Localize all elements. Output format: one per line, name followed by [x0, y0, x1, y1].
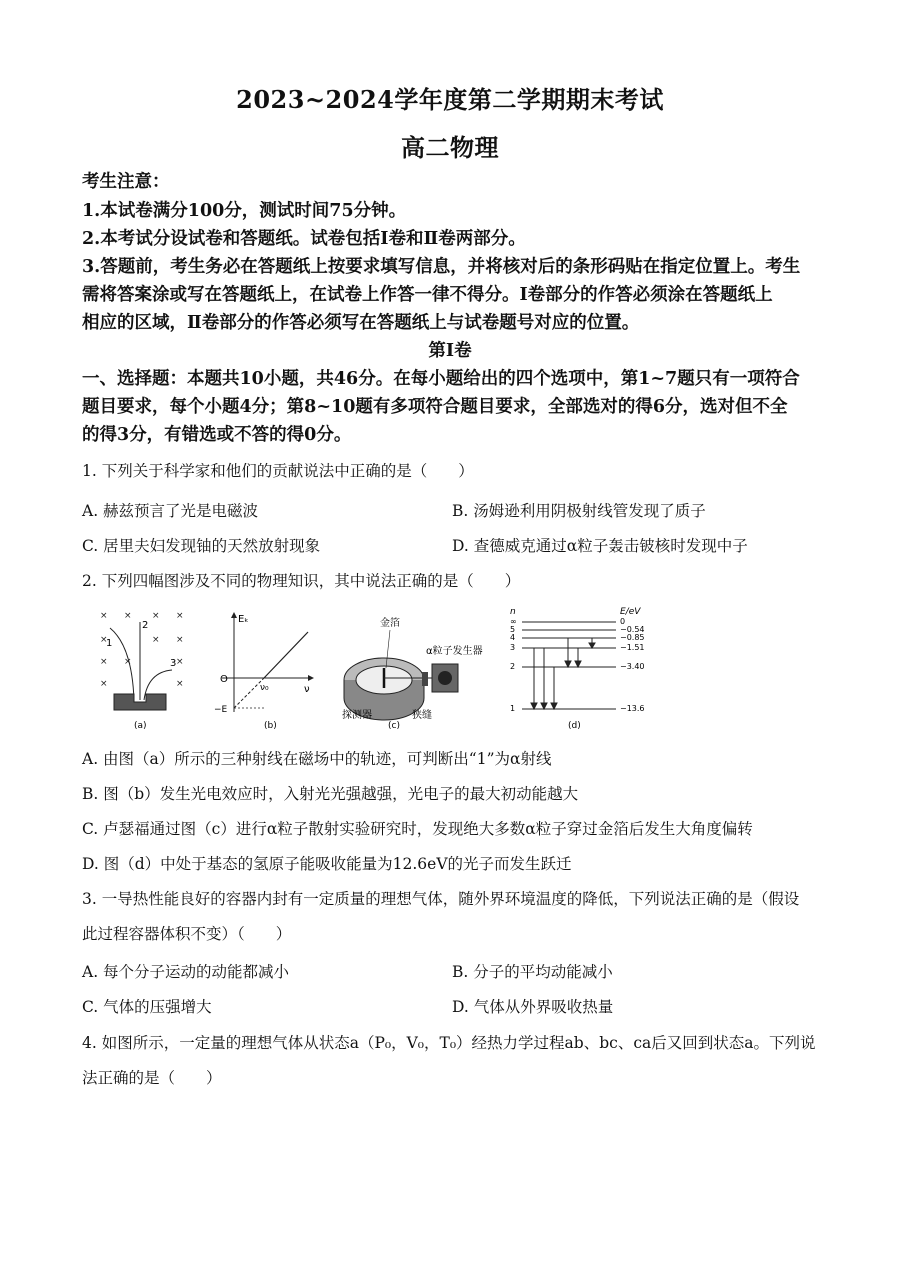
svg-text:×: × — [100, 635, 108, 645]
part-title: 第Ⅰ卷 — [428, 341, 472, 361]
q3-option-c: C. 气体的压强增大 — [82, 998, 212, 1016]
notice-heading: 考生注意： — [82, 172, 170, 192]
exam-subject: 高二物理 — [401, 133, 499, 162]
figure-d-caption: (d) — [568, 721, 581, 731]
figure-a-caption: (a) — [134, 721, 147, 730]
q3-stem-line1: 3. 一导热性能良好的容器内封有一定质量的理想气体，随外界环境温度的降低，下列说法正确的是（假设 — [82, 890, 800, 908]
svg-text:−3.40: −3.40 — [620, 662, 645, 671]
svg-text:×: × — [176, 635, 184, 645]
q3-option-a: A. 每个分子运动的动能都减小 — [82, 963, 290, 981]
svg-text:×: × — [152, 611, 160, 621]
e-header: E/eV — [620, 607, 641, 617]
origin-label: O — [220, 674, 228, 685]
svg-text:×: × — [100, 657, 108, 667]
svg-text:−13.6: −13.6 — [620, 704, 645, 713]
section-instruction: 一、选择题：本题共10小题，共46分。在每小题给出的四个选项中，第1~7题只有一项符合 — [82, 369, 800, 389]
track-label-3: 3 — [170, 658, 177, 669]
q2-option-b: B. 图（b）发生光电效应时，入射光光强越强，光电子的最大初动能越大 — [82, 785, 579, 803]
q4-stem-line2: 法正确的是（ ） — [82, 1069, 222, 1087]
level-energy-labels — [620, 617, 645, 713]
q4-stem-line1: 4. 如图所示，一定量的理想气体从状态a（P₀，V₀，T₀）经热力学过程ab、bc、ca后又回到状态a。下列说 — [82, 1034, 816, 1052]
svg-text:×: × — [124, 611, 132, 621]
svg-text:4: 4 — [510, 633, 516, 642]
label-alpha-source: α粒子发生器 — [426, 646, 483, 657]
figure-b-caption: (b) — [264, 721, 277, 730]
svg-text:−0.85: −0.85 — [620, 633, 645, 642]
notice-item: 1.本试卷满分100分，测试时间75分钟。 — [82, 201, 407, 221]
label-detector: 探测器 — [342, 710, 372, 721]
threshold-label: ν₀ — [260, 683, 269, 693]
section-instruction: 的得3分，有错选或不答的得0分。 — [82, 425, 352, 445]
level-n-labels — [510, 617, 517, 713]
svg-text:1: 1 — [510, 704, 516, 713]
q1-option-d: D. 查德威克通过α粒子轰击铍核时发现中子 — [452, 537, 748, 555]
q2-option-a: A. 由图（a）所示的三种射线在磁场中的轨迹，可判断出“1”为α射线 — [82, 750, 552, 768]
q2-option-c: C. 卢瑟福通过图（c）进行α粒子散射实验研究时，发现绝大多数α粒子穿过金箔后发生大角度偏转 — [82, 820, 753, 838]
svg-text:0: 0 — [620, 617, 626, 626]
svg-text:3: 3 — [510, 643, 516, 652]
svg-text:×: × — [176, 657, 184, 667]
svg-text:×: × — [100, 679, 108, 689]
x-axis-label: ν — [304, 684, 310, 695]
q3-option-d: D. 气体从外界吸收热量 — [452, 998, 614, 1016]
svg-text:−0.54: −0.54 — [620, 625, 645, 634]
track-label-2: 2 — [142, 620, 149, 631]
exam-title: 2023~2024学年度第二学期期末考试 — [236, 85, 664, 114]
section-instruction: 题目要求，每个小题4分；第8~10题有多项符合题目要求，全部选对的得6分，选对但不全 — [82, 397, 788, 417]
track-label-1: 1 — [106, 638, 113, 649]
figure-b-photoelectric-graph — [212, 608, 316, 730]
ek-line — [264, 632, 308, 678]
svg-text:×: × — [100, 611, 108, 621]
svg-text:×: × — [124, 657, 132, 667]
label-slit: 狭缝 — [412, 710, 432, 721]
intercept-label: −E — [214, 705, 228, 715]
notice-item: 3.答题前，考生务必在答题纸上按要求填写信息，并将核对后的条形码贴在指定位置上。考生 — [82, 257, 801, 277]
n-header: n — [510, 607, 516, 617]
q1-option-b: B. 汤姆逊利用阴极射线管发现了质子 — [452, 502, 706, 520]
q1-option-c: C. 居里夫妇发现铀的天然放射现象 — [82, 537, 321, 555]
svg-text:−1.51: −1.51 — [620, 643, 645, 652]
label-gold-foil: 金箔 — [380, 618, 400, 629]
notice-item: 相应的区域，Ⅱ卷部分的作答必须写在答题纸上与试卷题号对应的位置。 — [82, 313, 640, 333]
figure-a-magnetic-field-tracks — [96, 606, 194, 730]
q3-stem-line2: 此过程容器体积不变）（ ） — [82, 925, 292, 943]
figure-c-alpha-scattering — [340, 606, 492, 730]
q2-option-d: D. 图（d）中处于基态的氢原子能吸收能量为12.6eV的光子而发生跃迁 — [82, 855, 572, 873]
q3-option-b: B. 分子的平均动能减小 — [452, 963, 613, 981]
slit — [422, 672, 428, 686]
svg-text:×: × — [176, 611, 184, 621]
y-axis-label: Eₖ — [238, 614, 249, 625]
svg-text:×: × — [152, 635, 160, 645]
figure-d-energy-levels — [504, 604, 664, 732]
q1-option-a: A. 赫兹预言了光是电磁波 — [82, 502, 259, 520]
svg-text:5: 5 — [510, 625, 516, 634]
figure-c-caption: (c) — [388, 721, 400, 730]
notice-item: 需将答案涂或写在答题纸上，在试卷上作答一律不得分。Ⅰ卷部分的作答必须涂在答题纸上 — [82, 285, 773, 305]
notice-item: 2.本考试分设试卷和答题纸。试卷包括Ⅰ卷和Ⅱ卷两部分。 — [82, 229, 526, 249]
svg-text:∞: ∞ — [510, 617, 517, 626]
svg-text:×: × — [176, 679, 184, 689]
svg-text:2: 2 — [510, 662, 516, 671]
q2-stem: 2. 下列四幅图涉及不同的物理知识，其中说法正确的是（ ） — [82, 572, 521, 590]
transition-arrows — [531, 638, 595, 709]
q1-stem: 1. 下列关于科学家和他们的贡献说法中正确的是（ ） — [82, 462, 474, 480]
